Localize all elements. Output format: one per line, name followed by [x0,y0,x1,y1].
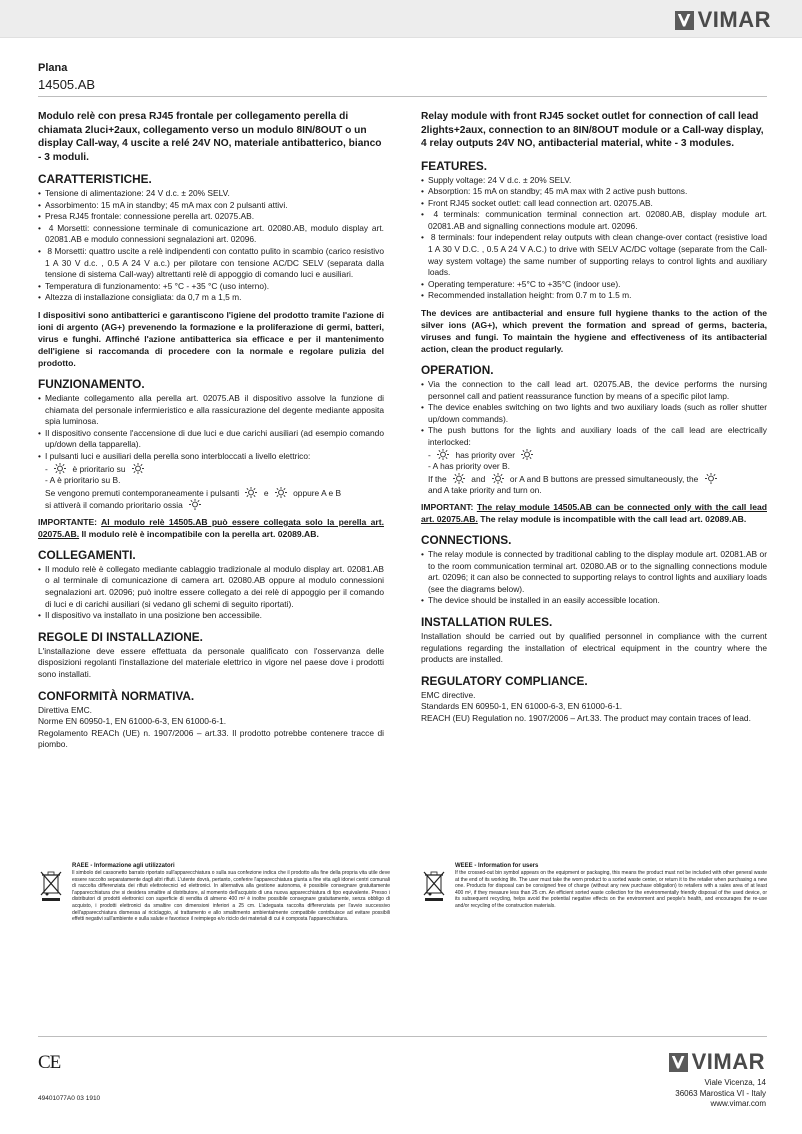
simultaneous-part: or A and B buttons are pressed simultaneously, the [509,473,699,484]
list-item: • Altezza di installazione consigliata: da 0,7 m a 1,5 m. [38,292,384,304]
list-item: • Il modulo relè è collegato mediante cablaggio tradizionale al modulo display art. 02081.AB o al terminale di comunicazione di camera art. 02080.AB oppure al modulo connessioni segnalazioni art. 02096; può inoltre essere collegato a dei relè di appoggio per il comando di luci e di carichi ausiliari (si vedano gli schemi di seguito riportati). [38,564,384,610]
install-title: INSTALLATION RULES. [421,614,553,629]
install-title: REGOLE DI INSTALLAZIONE. [38,629,203,644]
important-rest: The relay module is incompatible with the call lead art. 02089.AB. [480,513,747,524]
install-text: Installation should be carried out by qualified personnel in compliance with the current regulations regarding the installation of electrical equipment in the country where the products are installed. [421,630,767,665]
features-title: FEATURES. [421,158,487,173]
product-name: Plana [38,62,68,74]
list-item: • 4 terminals: communication terminal connection art. 02080.AB, display module art. 02081.AB and signalling connections module art. 02096. [421,209,767,232]
address-street: Viale Vicenza, 14 [704,1078,766,1087]
light-icon [436,449,450,460]
simultaneous-part: oppure A e B [293,487,342,498]
compliance-line: Regolamento REACh (UE) n. 1907/2006 – art.33. Il prodotto potrebbe contenere tracce di piombo. [38,727,384,750]
list-item: • 8 terminals: four independent relay outputs with clean change-over contact (resistive load 1 A 30 V D.C. , 0.5 A 24 V A.C.) to drive with SELV AC/DC voltage (separate from the Call-way system voltage) the same number of supporting relays to control lights and auxiliary loads. [421,232,767,278]
simultaneous-and: and [471,473,486,484]
list-item: • 4 Morsetti: connessione terminale di comunicazione art. 02080.AB, modulo display art. 02081.AB e modulo connessioni segnalazioni art. 02096. [38,223,384,246]
simultaneous-text [421,473,767,497]
intro-text: Modulo relè con presa RJ45 frontale per collegamento perella di chiamata 2luci+2aux, collegamento verso un modulo 8IN/8OUT o un display Call-way, 4 uscite a relé 24V NO, materiale antibatterico, bianco - 3 moduli. [38,111,382,163]
priority-ab: - A è prioritario su B. [45,475,121,486]
list-item: • The device should be installed in an easily accessible location. [421,595,767,607]
antibacterial-note: The devices are antibacterial and ensure full hygiene thanks to the action of the silver ions (AG+), which prevent the formation and spread of germs, bacteria, viruses and fungi. To maintain the hygiene and effectiveness of its antibacterial action, clean the product regularly. [421,308,767,355]
light-icon [274,487,288,498]
priority-text: has priority over [455,449,516,460]
weee-text: Il simbolo del cassonetto barrato riportato sull'apparecchiatura o sulla sua confezione indica che il prodotto alla fine della propria vita utile deve essere raccolto separatamente dagli altri rifiuti. L'utente dovrà, pertanto, conferire l'apparecchiatura giunta a fine vita agli idonei centri comunali di raccolta differenziata dei rifiuti elettrotecnici ed elettronici. In alternativa alla gestione autonoma, è possibile consegnare gratuitamente l'apparecchiatura che si desidera smaltire al distributore, al momento dell'acquisto di una nuova apparecchiatura di tipo equivalente. Presso i distributori di prodotti elettronici con superficie di vendita di almeno 400 m² è inoltre possibile consegnare gratuitamente, senza obbligo di acquisto, i prodotti elettronici da smaltire con dimensioni inferiori a 25 cm. L'adeguata raccolta differenziata per l'avvio successivo dell'apparecchiatura dismessa al riciclaggio, al trattamento e allo smaltimento ambientalmente compatibile contribuisce ad evitare possibili effetti negativi sull'ambiente e sulla salute e favorisce il reimpiego e/o riciclo dei materiali di cui è composta l'apparecchiatura. [72,870,390,923]
list-item: • Tensione di alimentazione: 24 V d.c. ± 20% SELV. [38,188,384,200]
light-icon [244,487,258,498]
website-link[interactable]: www.vimar.com [710,1099,766,1108]
list-item: • Presa RJ45 frontale: connessione perella art. 02075.AB. [38,211,384,223]
light-icon [491,473,505,484]
company-address [675,1078,766,1110]
compliance-line: EMC directive. [421,689,476,700]
weee-text: If the crossed-out bin symbol appears on the equipment or packaging, this means the product must not be included with other general waste at the end of its working life. The user must take the worn product to a sorted waste center, or return it to the retailer when purchasing a new one. Products for disposal can be consigned free of charge (without any new purchase obligation) to retailers with a sales area of at least 400 m², if they measure less than 25 cm. An efficient sorted waste collection for the environmentally friendly disposal of the used device, or its subsequent recycling, helps avoid the potential negative effects on the environment and people's health, and encourages the re-use and/or recycling of the construction materials. [455,870,767,909]
simultaneous-part: Se vengono premuti contemporaneamente i pulsanti [45,487,240,498]
crossed-bin-icon [421,868,447,902]
header-divider [38,96,767,97]
ce-mark: CE [38,1052,61,1073]
list-item: • Recommended installation height: from 0.7 m to 1.5 m. [421,290,767,302]
light-icon [452,473,466,484]
important-underlined: Al modulo relè 14505.AB può essere collegata solo la perella art. 02075.AB. [38,516,384,539]
list-item: • Operating temperature: +5°C to +35°C (indoor use). [421,279,767,291]
operation-list [38,393,384,463]
footer-divider [38,1036,767,1037]
list-item: • Il dispositivo consente l'accensione di due luci e due carichi ausiliari (ad esempio comando up/down della tapparella). [38,428,384,451]
simultaneous-part: si attiverà il comando prioritario ossia [45,500,183,511]
list-item: • I pulsanti luci e ausiliari della perella sono interbloccati a livello elettrico: [38,451,384,463]
list-item: • Via the connection to the call lead art. 02075.AB, the device performs the nursing personnel call and patient reassurance function by means of a specific pilot lamp. [421,379,767,402]
compliance-line: Direttiva EMC. [38,704,92,715]
weee-title: WEEE - Information for users [455,863,539,869]
list-item: • Assorbimento: 15 mA in standby; 45 mA max con 2 pulsanti attivi. [38,200,384,212]
light-icon [131,463,145,474]
list-item: • The push buttons for the lights and auxiliary loads of the call lead are electrically interlocked: [421,425,767,448]
light-icon [53,463,67,474]
vimar-logo [675,9,771,31]
document-number: 49401077A0 03 1910 [38,1095,101,1102]
important-rest: Il modulo relè è incompatibile con la perella art. 02089.AB. [81,528,319,539]
weee-title: RAEE - Informazione agli utilizzatori [72,863,175,869]
priority-text: è prioritario su [72,463,126,474]
priority-ab: - A has priority over B. [428,461,510,472]
features-title: CARATTERISTICHE. [38,172,152,186]
list-item: • Supply voltage: 24 V d.c. ± 20% SELV. [421,175,767,187]
connections-list [38,564,384,622]
compliance-line: Standards EN 60950-1, EN 61000-6-3, EN 61000-6-1. [421,701,623,712]
important-label: IMPORTANTE: [38,516,98,527]
address-city: 36063 Marostica VI - Italy [675,1088,766,1098]
vimar-logo-icon [675,11,694,30]
important-label: IMPORTANT: [421,501,474,512]
list-item: • Front RJ45 socket outlet: call lead connection art. 02075.AB. [421,198,767,210]
compliance-line: Norme EN 60950-1, EN 61000-6-3, EN 61000-6-1. [38,716,227,727]
light-a-icon [188,499,202,510]
english-column [421,110,767,725]
light-icon [520,449,534,460]
important-underlined: The relay module 14505.AB can be connected only with the call lead art. 02075.AB. [421,501,767,524]
list-item: • The device enables switching on two lights and two auxiliary loads (such as roller shutter up/down commands). [421,402,767,425]
weee-box-italian [38,862,390,923]
simultaneous-part: If the [428,473,447,484]
compliance-title: REGULATORY COMPLIANCE. [421,673,588,688]
list-item: • Mediante collegamento alla perella art. 02075.AB il dispositivo assolve la funzione di chiamata del personale infermieristico e alla rassicurazione del degente mediante apposita spia luminosa. [38,393,384,428]
vimar-logo-footer [669,1051,765,1073]
install-text: L'installazione deve essere effettuata da personale qualificato con l'osservanza delle disposizioni regolanti l'installazione del materiale elettrico in vigore nel paese dove i prodotti sono installati. [38,645,384,680]
compliance-line: REACH (EU) Regulation no. 1907/2006 – Art.33. The product may contain traces of lead. [421,712,751,723]
antibacterial-note: I dispositivi sono antibatterici e garantiscono l'igiene del prodotto tramite l'azione di ioni di argento (AG+) prevenendo la formazione e la proliferazione di germi, batteri, virus e funghi. Affinché l'azione antibatterica sia efficace e per il mantenimento dell'igiene si raccomanda di procedere con la normale e regolare pulizia del prodotto. [38,309,384,368]
features-list [38,188,384,304]
operation-list [421,379,767,449]
connections-list [421,549,767,607]
list-item: • Absorption: 15 mA on standby; 45 mA max with 2 active push buttons. [421,186,767,198]
important-note [421,501,767,525]
list-item: • Temperatura di funzionamento: +5 °C - +35 °C (uso interno). [38,281,384,293]
operation-title: OPERATION. [421,363,494,378]
priority-line: - è prioritario su [38,463,384,476]
crossed-bin-icon [38,868,64,902]
important-note [38,516,384,540]
intro-text: Relay module with front RJ45 socket outlet for connection of call lead 2lights+2aux, connection to an 8IN/8OUT module or a Call-way display, 4 relay outputs 24V NO, antibacterial material, white - 3 modules. [421,111,764,149]
list-item: • Il dispositivo va installato in una posizione ben accessibile. [38,610,384,622]
product-code: 14505.AB [38,77,96,92]
connections-title: CONNECTIONS. [421,532,512,547]
list-item: • 8 Morsetti: quattro uscite a relè indipendenti con contatto pulito in scambio (carico resistivo 1 A 30 V d.c. , 0.5 A 24 V a.c.) per pilotare con tensione AC/DC SELV (separata dalla tensione di sistema Call-way) altrettanti relè di appoggio di comando luci e ausiliari. [38,246,384,281]
italian-column [38,110,384,751]
simultaneous-text [38,487,384,512]
simultaneous-and: e [263,487,269,498]
simultaneous-part: and A take priority and turn on. [428,485,542,496]
priority-line: - has priority over [421,449,767,462]
features-list [421,175,767,303]
compliance-title: CONFORMITÀ NORMATIVA. [38,688,195,703]
header-bar [0,0,802,38]
brand-name: VIMAR [697,7,771,32]
light-icon [704,473,718,484]
weee-box-english [421,862,767,910]
operation-title: FUNZIONAMENTO. [38,376,145,391]
connections-title: COLLEGAMENTI. [38,547,136,562]
brand-name: VIMAR [691,1049,765,1074]
vimar-logo-icon [669,1053,688,1072]
list-item: • The relay module is connected by traditional cabling to the display module art. 02081.AB or to the room communication terminal art. 02080.AB or to the signalling connections module art. 02096; it can also be connected to supporting relays to control lights and auxiliary loads (see the diagrams below). [421,549,767,595]
